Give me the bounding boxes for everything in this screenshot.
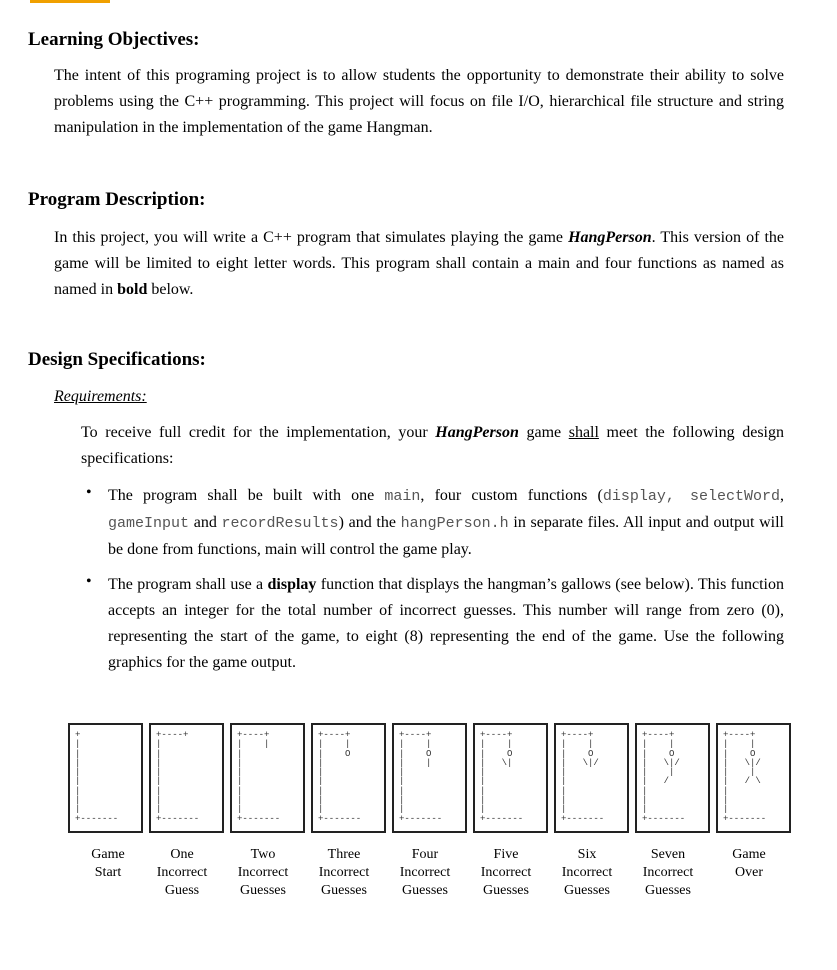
- caption-stage-4: [385, 846, 465, 900]
- text: The program shall use a: [108, 576, 268, 593]
- caption-line: Incorrect: [561, 865, 613, 880]
- caption-stage-7: [628, 846, 708, 900]
- code-comma: ,: [665, 488, 690, 505]
- text: in separate files. All input and output will be done from functions, main will control the game play.: [108, 514, 785, 558]
- caption-line: Guesses: [483, 883, 529, 898]
- bullet-marker: •: [86, 484, 92, 501]
- caption-line: Guesses: [321, 883, 367, 898]
- caption-line: Incorrect: [480, 865, 532, 880]
- caption-line: Three: [327, 847, 361, 862]
- text: ) and the: [338, 514, 401, 531]
- description-heading: Program Description:: [28, 189, 206, 210]
- caption-stage-8: [709, 846, 789, 882]
- caption-line: Four: [411, 847, 439, 862]
- gallows-art: +----+ | | | O | \|/ | | | / | | | +-------: [642, 730, 686, 824]
- caption-line: Guesses: [645, 883, 691, 898]
- caption-line: Game: [732, 847, 766, 862]
- caption-line: Two: [250, 847, 276, 862]
- text: . This version of the game will be limited to eight letter words. This program shall contain a main and four functions as named as named in: [54, 229, 784, 298]
- caption-line: Six: [577, 847, 597, 862]
- game-name: HangPerson: [435, 424, 519, 441]
- caption-line: Incorrect: [156, 865, 208, 880]
- text: meet the following design specifications:: [81, 424, 784, 467]
- gallows-stage-1: [149, 723, 224, 833]
- bold-display: display: [267, 576, 317, 593]
- requirements-label: Requirements:: [54, 388, 147, 405]
- gallows-stage-4: [392, 723, 467, 833]
- caption-line: Guesses: [402, 883, 448, 898]
- gallows-stage-6: [554, 723, 629, 833]
- caption-line: One: [170, 847, 194, 862]
- caption-line: Guesses: [564, 883, 610, 898]
- design-heading: Design Specifications:: [28, 349, 206, 370]
- caption-stage-5: [466, 846, 546, 900]
- caption-stage-3: [304, 846, 384, 900]
- code-display: display: [602, 488, 666, 505]
- gallows-stage-3: [311, 723, 386, 833]
- caption-line: Five: [493, 847, 519, 862]
- code-main: main: [384, 488, 421, 505]
- gallows-art: +----+ | | | O | | | | | | | +-------: [399, 730, 443, 824]
- gallows-stage-2: [230, 723, 305, 833]
- gallows-stage-8: [716, 723, 791, 833]
- code-header: hangPerson.h: [400, 515, 509, 532]
- gallows-stage-0: [68, 723, 143, 833]
- objectives-body: The intent of this programing project is to allow students the opportunity to demonstrate their ability to solve problems using the C++ programming. This project will focus on file I/O, hierarchical file structure and string manipulation in the implementation of the game Hangman.: [54, 67, 784, 136]
- gallows-art: +----+ | | | | | | | | +-------: [156, 730, 200, 824]
- caption-line: Guess: [164, 883, 200, 898]
- caption-line: Incorrect: [318, 865, 370, 880]
- text: below.: [147, 281, 194, 298]
- caption-line: Game: [91, 847, 125, 862]
- code-gameinput: gameInput: [108, 515, 190, 532]
- text: , four custom functions (: [420, 487, 603, 504]
- caption-line: Over: [735, 865, 763, 880]
- caption-line: Incorrect: [642, 865, 694, 880]
- gallows-art: +----+ | | | O | | | | | | +-------: [318, 730, 362, 824]
- bullet1-text: The program shall be built with one main, four custom functions (display, selectWord, gameInput and recordResults) and the hangPerson.h in separate files. All input and output will be done from functions, main will control the game play.: [108, 487, 785, 558]
- text: In this project, you will write a C++ program that simulates playing the game: [54, 229, 569, 246]
- code-recordresults: recordResults: [221, 515, 339, 532]
- description-body: [54, 225, 784, 303]
- caption-stage-6: [547, 846, 627, 900]
- text: To receive full credit for the implementation, your: [81, 424, 436, 441]
- caption-stage-1: [142, 846, 222, 900]
- shall-word: shall: [568, 424, 599, 441]
- text: and: [189, 514, 222, 531]
- text: game: [518, 424, 569, 441]
- caption-stage-0: [68, 846, 148, 882]
- code-selectword: selectWord: [690, 488, 781, 505]
- caption-line: Guesses: [240, 883, 286, 898]
- caption-line: Seven: [650, 847, 686, 862]
- text: The program shall be built with one: [108, 487, 385, 504]
- bullet2-text: [108, 572, 784, 676]
- gallows-stage-5: [473, 723, 548, 833]
- design-intro: [81, 420, 784, 472]
- bullet-marker: •: [86, 573, 92, 590]
- gallows-art: +----+ | | | O | \| | | | | | +-------: [480, 730, 524, 824]
- gallows-art: + | | | | | | | | +-------: [75, 730, 119, 824]
- caption-line: Incorrect: [399, 865, 451, 880]
- gallows-stage-7: [635, 723, 710, 833]
- top-accent-bar: [30, 0, 110, 3]
- bold-word: bold: [117, 281, 148, 298]
- game-name: HangPerson: [568, 229, 652, 246]
- gallows-art: +----+ | | | O | \|/ | | | / \ | | | +-------: [723, 730, 767, 824]
- caption-stage-2: [223, 846, 303, 900]
- gallows-art: +----+ | | | O | \|/ | | | | | +-------: [561, 730, 605, 824]
- caption-line: Incorrect: [237, 865, 289, 880]
- caption-line: Start: [94, 865, 122, 880]
- text: function that displays the hangman’s gallows (see below). This function accepts an integer for the total number of incorrect guesses. This number will range from zero (0), representing the start of the game, to eight (8) representing the end of the game. Use the following graphics for the game output.: [108, 576, 785, 671]
- gallows-art: +----+ | | | | | | | | | +-------: [237, 730, 281, 824]
- objectives-heading: Learning Objectives:: [28, 29, 200, 50]
